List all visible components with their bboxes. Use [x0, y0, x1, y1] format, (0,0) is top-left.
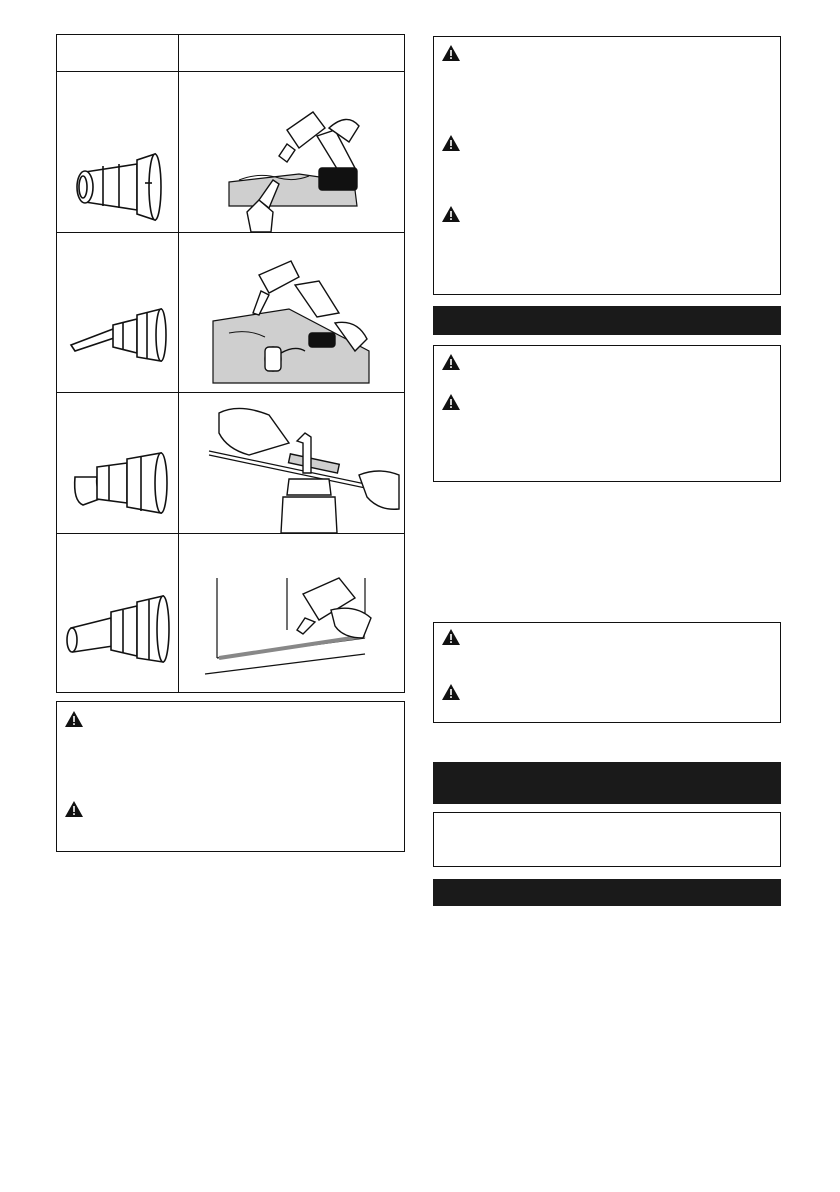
table-row — [179, 72, 405, 232]
shrink-tube-illustration — [179, 393, 405, 533]
caution-box-right-top — [433, 36, 781, 295]
warning-triangle-icon — [65, 711, 83, 727]
warning-triangle-icon — [442, 684, 460, 700]
reducing-nozzle-icon — [57, 72, 178, 232]
shrink-film-illustration — [179, 72, 405, 232]
nozzle-table — [56, 34, 405, 693]
flat-nozzle-icon — [57, 233, 178, 392]
warning-triangle-icon — [442, 206, 460, 222]
sheet-welding-illustration — [179, 233, 405, 392]
section-heading-bar — [433, 879, 781, 906]
corner-sealing-illustration — [179, 534, 405, 692]
table-row — [179, 233, 405, 392]
warning-triangle-icon — [442, 45, 460, 61]
section-heading-bar — [433, 306, 781, 335]
warning-triangle-icon — [442, 394, 460, 410]
table-row — [179, 534, 405, 692]
caution-box-right-middle — [433, 345, 781, 482]
chapter-heading-bar — [433, 762, 781, 804]
warning-triangle-icon — [442, 354, 460, 370]
notice-box — [433, 812, 781, 867]
table-row — [57, 72, 178, 232]
table-row — [179, 393, 405, 533]
table-row — [57, 233, 178, 392]
warning-triangle-icon — [442, 629, 460, 645]
warning-triangle-icon — [442, 135, 460, 151]
caution-box-left — [56, 701, 405, 852]
reflector-nozzle-icon — [57, 393, 178, 533]
small-reducing-nozzle-icon — [57, 534, 178, 692]
warning-triangle-icon — [65, 801, 83, 817]
table-row — [57, 393, 178, 533]
caution-box-right-lower — [433, 622, 781, 723]
table-row — [57, 534, 178, 692]
